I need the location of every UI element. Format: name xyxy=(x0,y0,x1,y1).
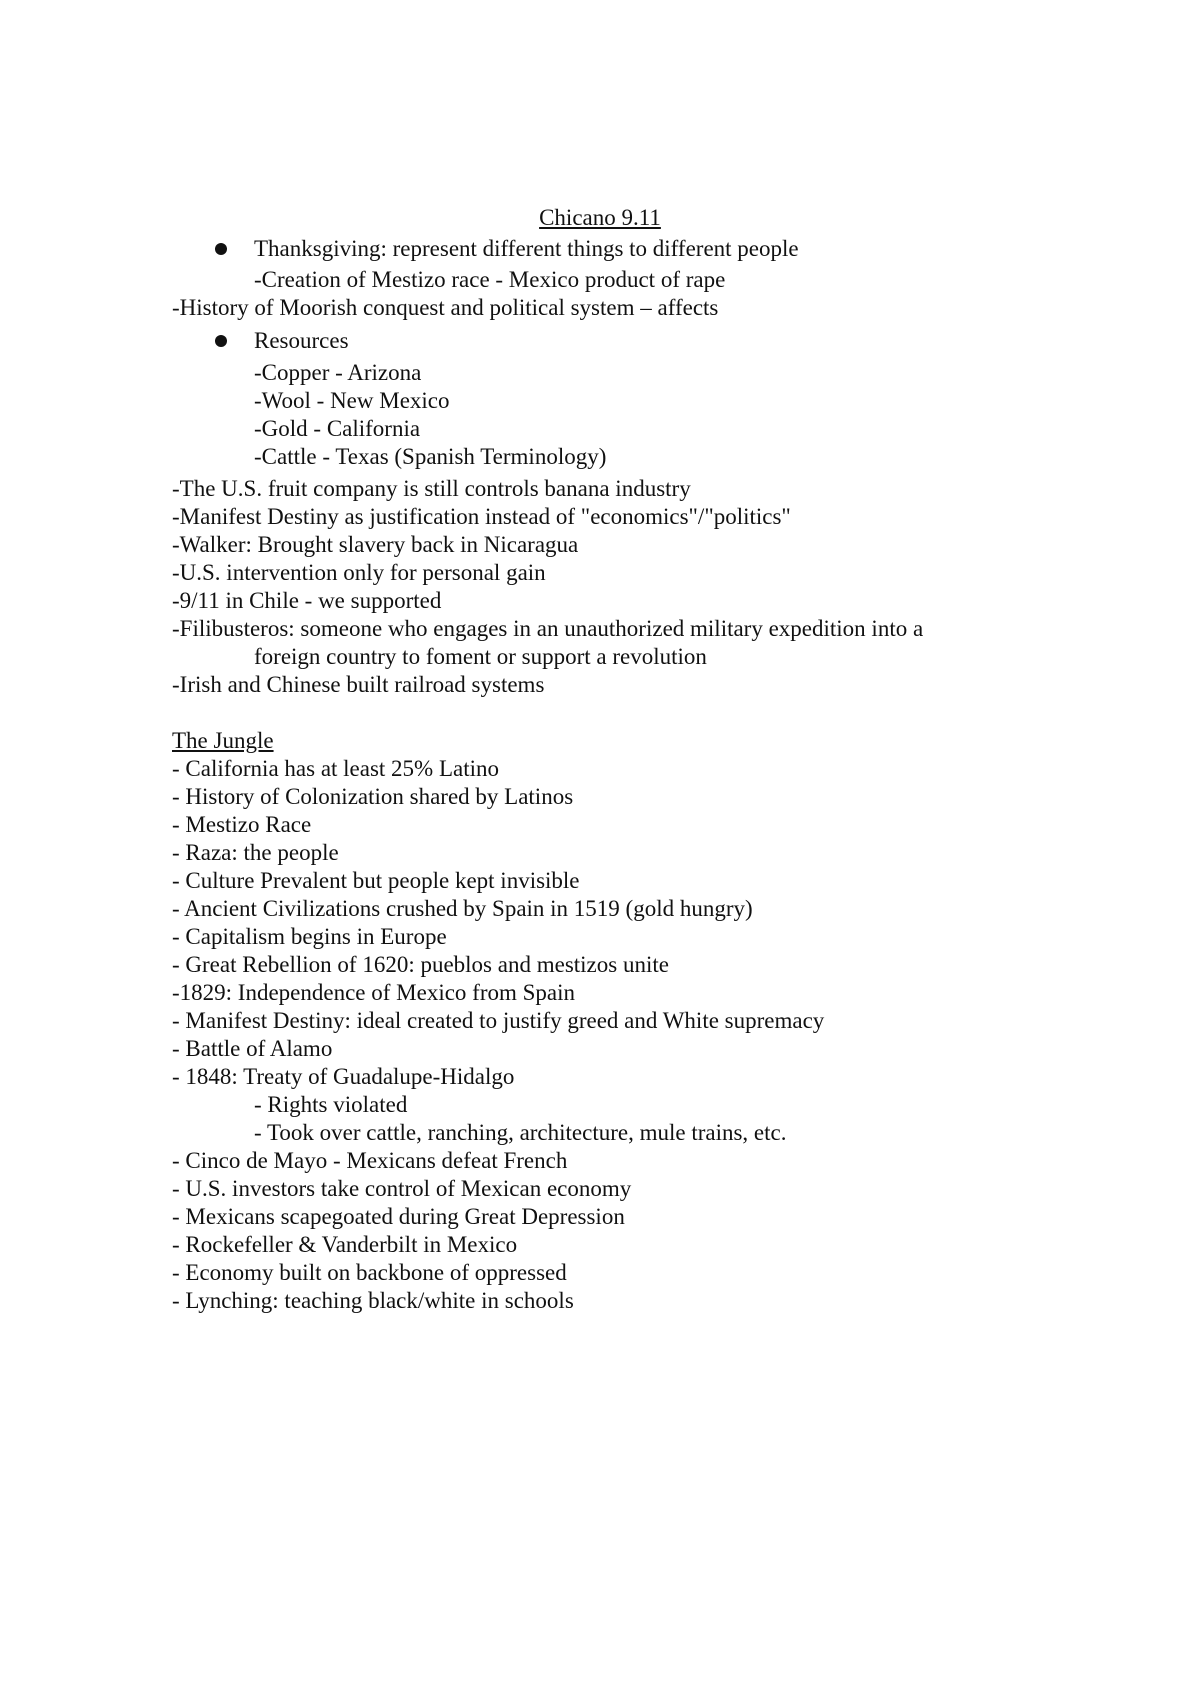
list-item: -1829: Independence of Mexico from Spain xyxy=(172,980,576,1005)
note-line-continuation: foreign country to foment or support a revolution xyxy=(254,644,707,669)
bullet-dot-icon xyxy=(215,243,227,255)
list-item: - Cinco de Mayo - Mexicans defeat French xyxy=(172,1148,568,1173)
list-item: - Raza: the people xyxy=(172,840,339,865)
note-line: -9/11 in Chile - we supported xyxy=(172,588,442,613)
resource-item: -Cattle - Texas (Spanish Terminology) xyxy=(254,444,607,469)
resource-item: -Copper - Arizona xyxy=(254,360,422,385)
list-item: - Manifest Destiny: ideal created to justify greed and White supremacy xyxy=(172,1008,825,1033)
list-item: - 1848: Treaty of Guadalupe-Hidalgo xyxy=(172,1064,515,1089)
sub-list-item: - Took over cattle, ranching, architecture, mule trains, etc. xyxy=(254,1120,787,1145)
list-item: - Ancient Civilizations crushed by Spain in 1519 (gold hungry) xyxy=(172,896,753,921)
page-title: Chicano 9.11 xyxy=(539,205,661,230)
bullet-thanksgiving: Thanksgiving: represent different things to different people xyxy=(254,236,799,261)
list-item: - Economy built on backbone of oppressed xyxy=(172,1260,567,1285)
note-line: -The U.S. fruit company is still controls banana industry xyxy=(172,476,691,501)
list-item: - Rockefeller & Vanderbilt in Mexico xyxy=(172,1232,518,1257)
resource-item: -Gold - California xyxy=(254,416,421,441)
list-item: - Battle of Alamo xyxy=(172,1036,333,1061)
list-item: - Lynching: teaching black/white in schools xyxy=(172,1288,574,1313)
sub-list-item: - Rights violated xyxy=(254,1092,408,1117)
section-heading: The Jungle xyxy=(172,728,274,753)
note-line: -Filibusteros: someone who engages in an unauthorized military expedition into a xyxy=(172,616,924,641)
list-item: - California has at least 25% Latino xyxy=(172,756,500,781)
list-item: - Great Rebellion of 1620: pueblos and mestizos unite xyxy=(172,952,669,977)
list-item: - U.S. investors take control of Mexican economy xyxy=(172,1176,632,1201)
bullet-dot-icon xyxy=(215,335,227,347)
bullet-resources: Resources xyxy=(254,328,349,353)
note-moorish: -History of Moorish conquest and political system – affects xyxy=(172,295,719,320)
list-item: - History of Colonization shared by Latinos xyxy=(172,784,574,809)
list-item: - Culture Prevalent but people kept invisible xyxy=(172,868,580,893)
note-mestizo-creation: -Creation of Mestizo race - Mexico product of rape xyxy=(254,267,726,292)
note-line: -Walker: Brought slavery back in Nicaragua xyxy=(172,532,579,557)
note-line: -Manifest Destiny as justification instead of "economics"/"politics" xyxy=(172,504,791,529)
note-line: -Irish and Chinese built railroad systems xyxy=(172,672,545,697)
resource-item: -Wool - New Mexico xyxy=(254,388,450,413)
list-item: - Mexicans scapegoated during Great Depression xyxy=(172,1204,625,1229)
note-line: -U.S. intervention only for personal gain xyxy=(172,560,546,585)
list-item: - Capitalism begins in Europe xyxy=(172,924,447,949)
list-item: - Mestizo Race xyxy=(172,812,312,837)
